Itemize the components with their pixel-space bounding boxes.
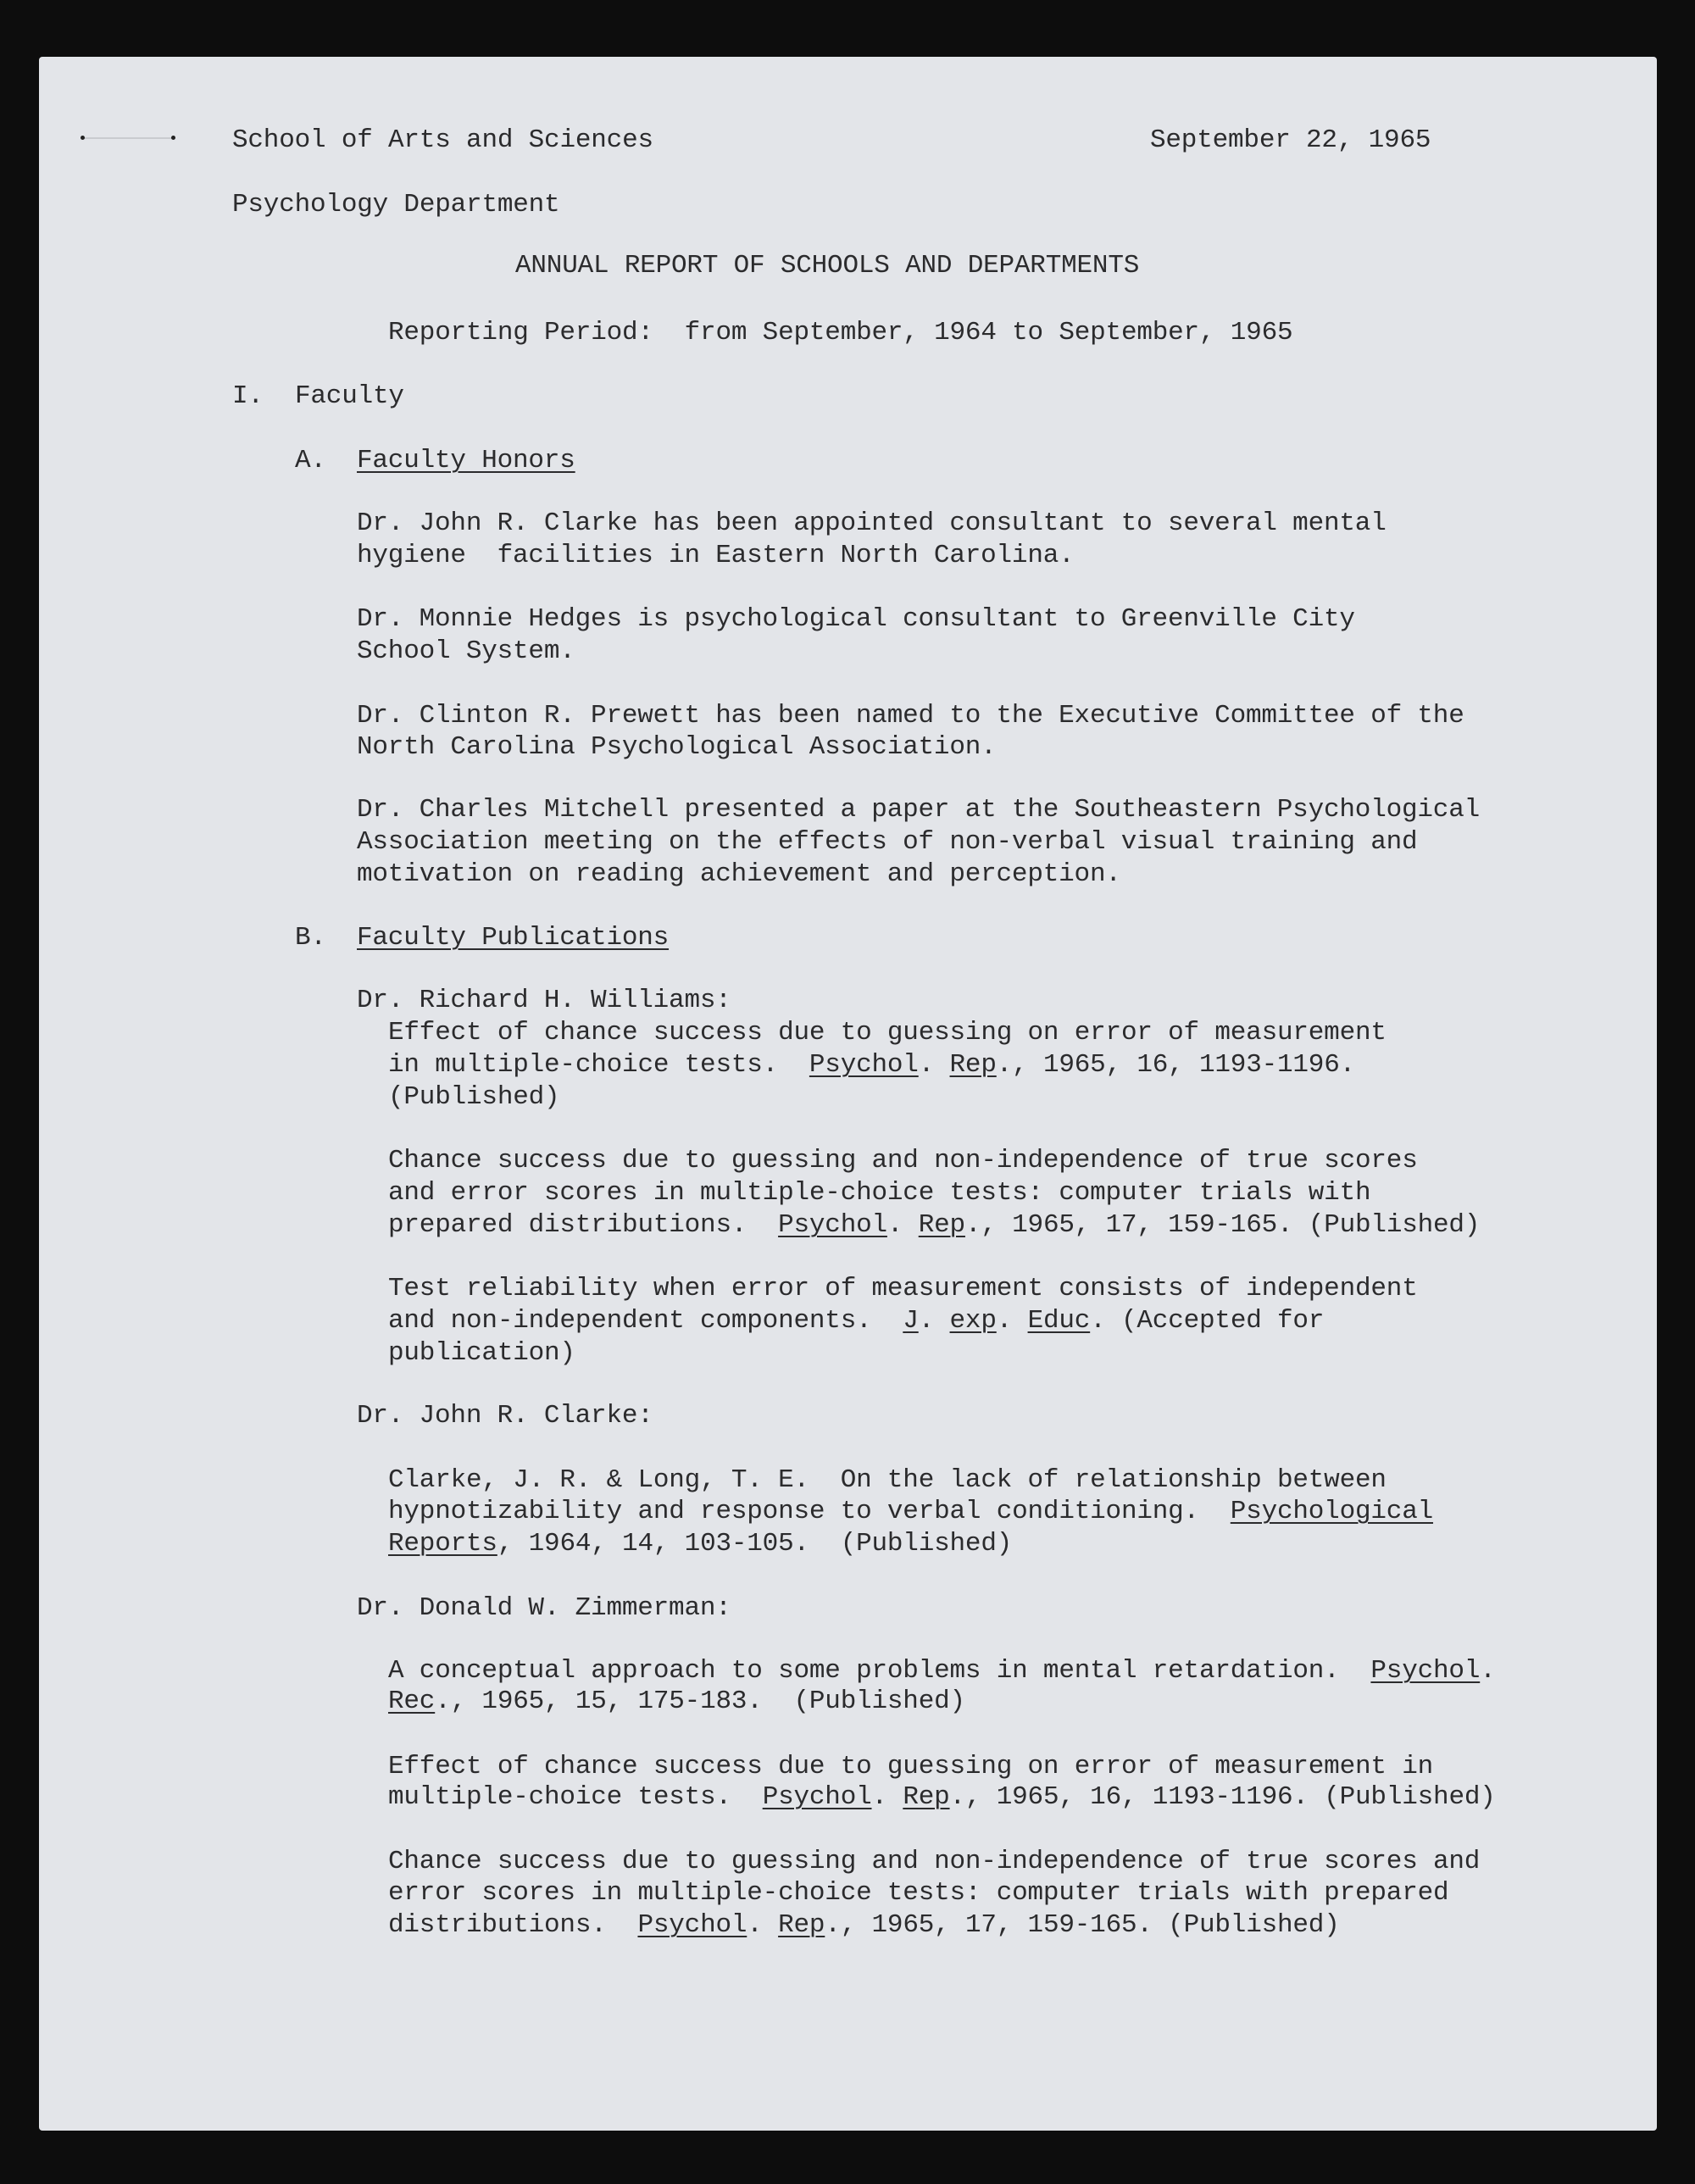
honor-line: School System. (357, 636, 575, 666)
publication-line (388, 1177, 1370, 1209)
subsection-heading: Faculty Honors (357, 446, 575, 475)
text-segment: . (1480, 1656, 1496, 1686)
text-segment: A conceptual approach to some problems in mental retardation. (388, 1656, 1371, 1686)
publication-line (388, 1017, 1387, 1049)
underlined-citation: Psychol (762, 1782, 872, 1812)
honor-line: Association meeting on the effects of non-verbal visual training and (357, 827, 1418, 857)
subsection-heading: Faculty Publications (357, 923, 670, 953)
text-segment: and error scores in multiple-choice tests: computer trials with (388, 1178, 1371, 1208)
publication-line (388, 1877, 1448, 1909)
report-title: ANNUAL REPORT OF SCHOOLS AND DEPARTMENTS (515, 251, 1140, 281)
underlined-citation: Psychol (778, 1210, 887, 1240)
text-segment: multiple-choice tests. (388, 1782, 763, 1812)
publication-line (388, 1209, 1480, 1242)
school-name: School of Arts and Sciences (232, 125, 653, 155)
underlined-citation: Psychol (1370, 1656, 1481, 1686)
report-date: September 22, 1965 (1150, 125, 1431, 155)
text-segment: ., 1965, 16, 1193-1196. (Published) (949, 1782, 1496, 1812)
document-page (39, 57, 1657, 2131)
subsection-letter: A. (295, 446, 326, 475)
underlined-citation: Rep (949, 1050, 997, 1080)
subsection-letter: B. (295, 923, 326, 953)
text-segment: . (996, 1306, 1028, 1336)
text-segment: hypnotizability and response to verbal conditioning. (388, 1497, 1231, 1526)
text-segment: . (Accepted for (1090, 1306, 1325, 1336)
publication-line (388, 1781, 1496, 1814)
publication-line (388, 1909, 1340, 1942)
author-name: Dr. Donald W. Zimmerman: (357, 1593, 731, 1623)
text-segment: Chance success due to guessing and non-independence of true scores (388, 1146, 1418, 1175)
publication-line (388, 1049, 1355, 1081)
underlined-citation: Psychol (809, 1050, 919, 1080)
text-segment: Test reliability when error of measurement consists of independent (388, 1274, 1418, 1303)
publication-line (388, 1081, 559, 1114)
text-segment: , 1964, 14, 103-105. (Published) (497, 1529, 1013, 1559)
underlined-citation: J (903, 1306, 919, 1336)
section-numeral: I. (232, 381, 264, 411)
department-name: Psychology Department (232, 190, 560, 220)
publication-line (388, 1846, 1480, 1878)
underlined-citation: Rep (918, 1210, 965, 1240)
text-segment: error scores in multiple-choice tests: computer trials with prepared (388, 1878, 1449, 1908)
reporting-period: Reporting Period: from September, 1964 to September, 1965 (388, 318, 1293, 347)
honor-line: Dr. John R. Clarke has been appointed consultant to several mental (357, 508, 1387, 538)
text-segment: ., 1965, 17, 159-165. (Published) (964, 1210, 1481, 1240)
text-segment: Chance success due to guessing and non-independence of true scores and (388, 1847, 1481, 1876)
honor-line: hygiene facilities in Eastern North Carolina. (357, 541, 1075, 570)
text-segment: . (886, 1210, 919, 1240)
text-segment: (Published) (388, 1082, 560, 1112)
honor-line: Dr. Monnie Hedges is psychological consultant to Greenville City (357, 604, 1355, 634)
text-segment: ., 1965, 17, 159-165. (Published) (825, 1910, 1340, 1940)
text-segment: Clarke, J. R. & Long, T. E. On the lack of relationship between (388, 1465, 1387, 1495)
staple-mark (82, 137, 174, 139)
honor-line: Dr. Clinton R. Prewett has been named to the Executive Committee of the (357, 701, 1464, 731)
underlined-citation: Reports (388, 1529, 497, 1559)
publication-line (388, 1305, 1324, 1337)
text-segment: prepared distributions. (388, 1210, 779, 1240)
text-segment: in multiple-choice tests. (388, 1050, 809, 1080)
underlined-citation: exp (949, 1306, 997, 1336)
author-name: Dr. John R. Clarke: (357, 1401, 653, 1431)
publication-line (388, 1528, 1012, 1560)
text-segment: ., 1965, 16, 1193-1196. (996, 1050, 1356, 1080)
text-segment: and non-independent components. (388, 1306, 903, 1336)
author-name: Dr. Richard H. Williams: (357, 986, 731, 1015)
publication-line (388, 1686, 965, 1718)
text-segment: Effect of chance success due to guessing on error of measurement in (388, 1752, 1434, 1781)
text-segment: publication) (388, 1338, 575, 1368)
text-segment: Effect of chance success due to guessing on error of measurement (388, 1018, 1387, 1048)
publication-line (388, 1751, 1433, 1783)
publication-line (388, 1273, 1418, 1305)
publication-line (388, 1145, 1418, 1177)
text-segment: distributions. (388, 1910, 638, 1940)
honor-line: North Carolina Psychological Association. (357, 732, 997, 762)
underlined-citation: Educ (1027, 1306, 1091, 1336)
publication-line (388, 1655, 1496, 1687)
underlined-citation: Rec (388, 1687, 436, 1716)
publication-line (388, 1496, 1433, 1528)
text-segment: . (747, 1910, 779, 1940)
honor-line: Dr. Charles Mitchell presented a paper at the Southeastern Psychological (357, 795, 1481, 825)
underlined-citation: Rep (778, 1910, 825, 1940)
section-heading: Faculty (295, 381, 404, 411)
underlined-citation: Psychol (637, 1910, 747, 1940)
text-segment: . (918, 1306, 950, 1336)
text-segment: . (918, 1050, 950, 1080)
underlined-citation: Rep (903, 1782, 950, 1812)
underlined-citation: Psychological (1230, 1497, 1434, 1526)
text-segment: ., 1965, 15, 175-183. (Published) (435, 1687, 965, 1716)
publication-line (388, 1337, 575, 1370)
publication-line (388, 1464, 1387, 1497)
honor-line: motivation on reading achievement and perception. (357, 859, 1121, 889)
text-segment: . (871, 1782, 903, 1812)
